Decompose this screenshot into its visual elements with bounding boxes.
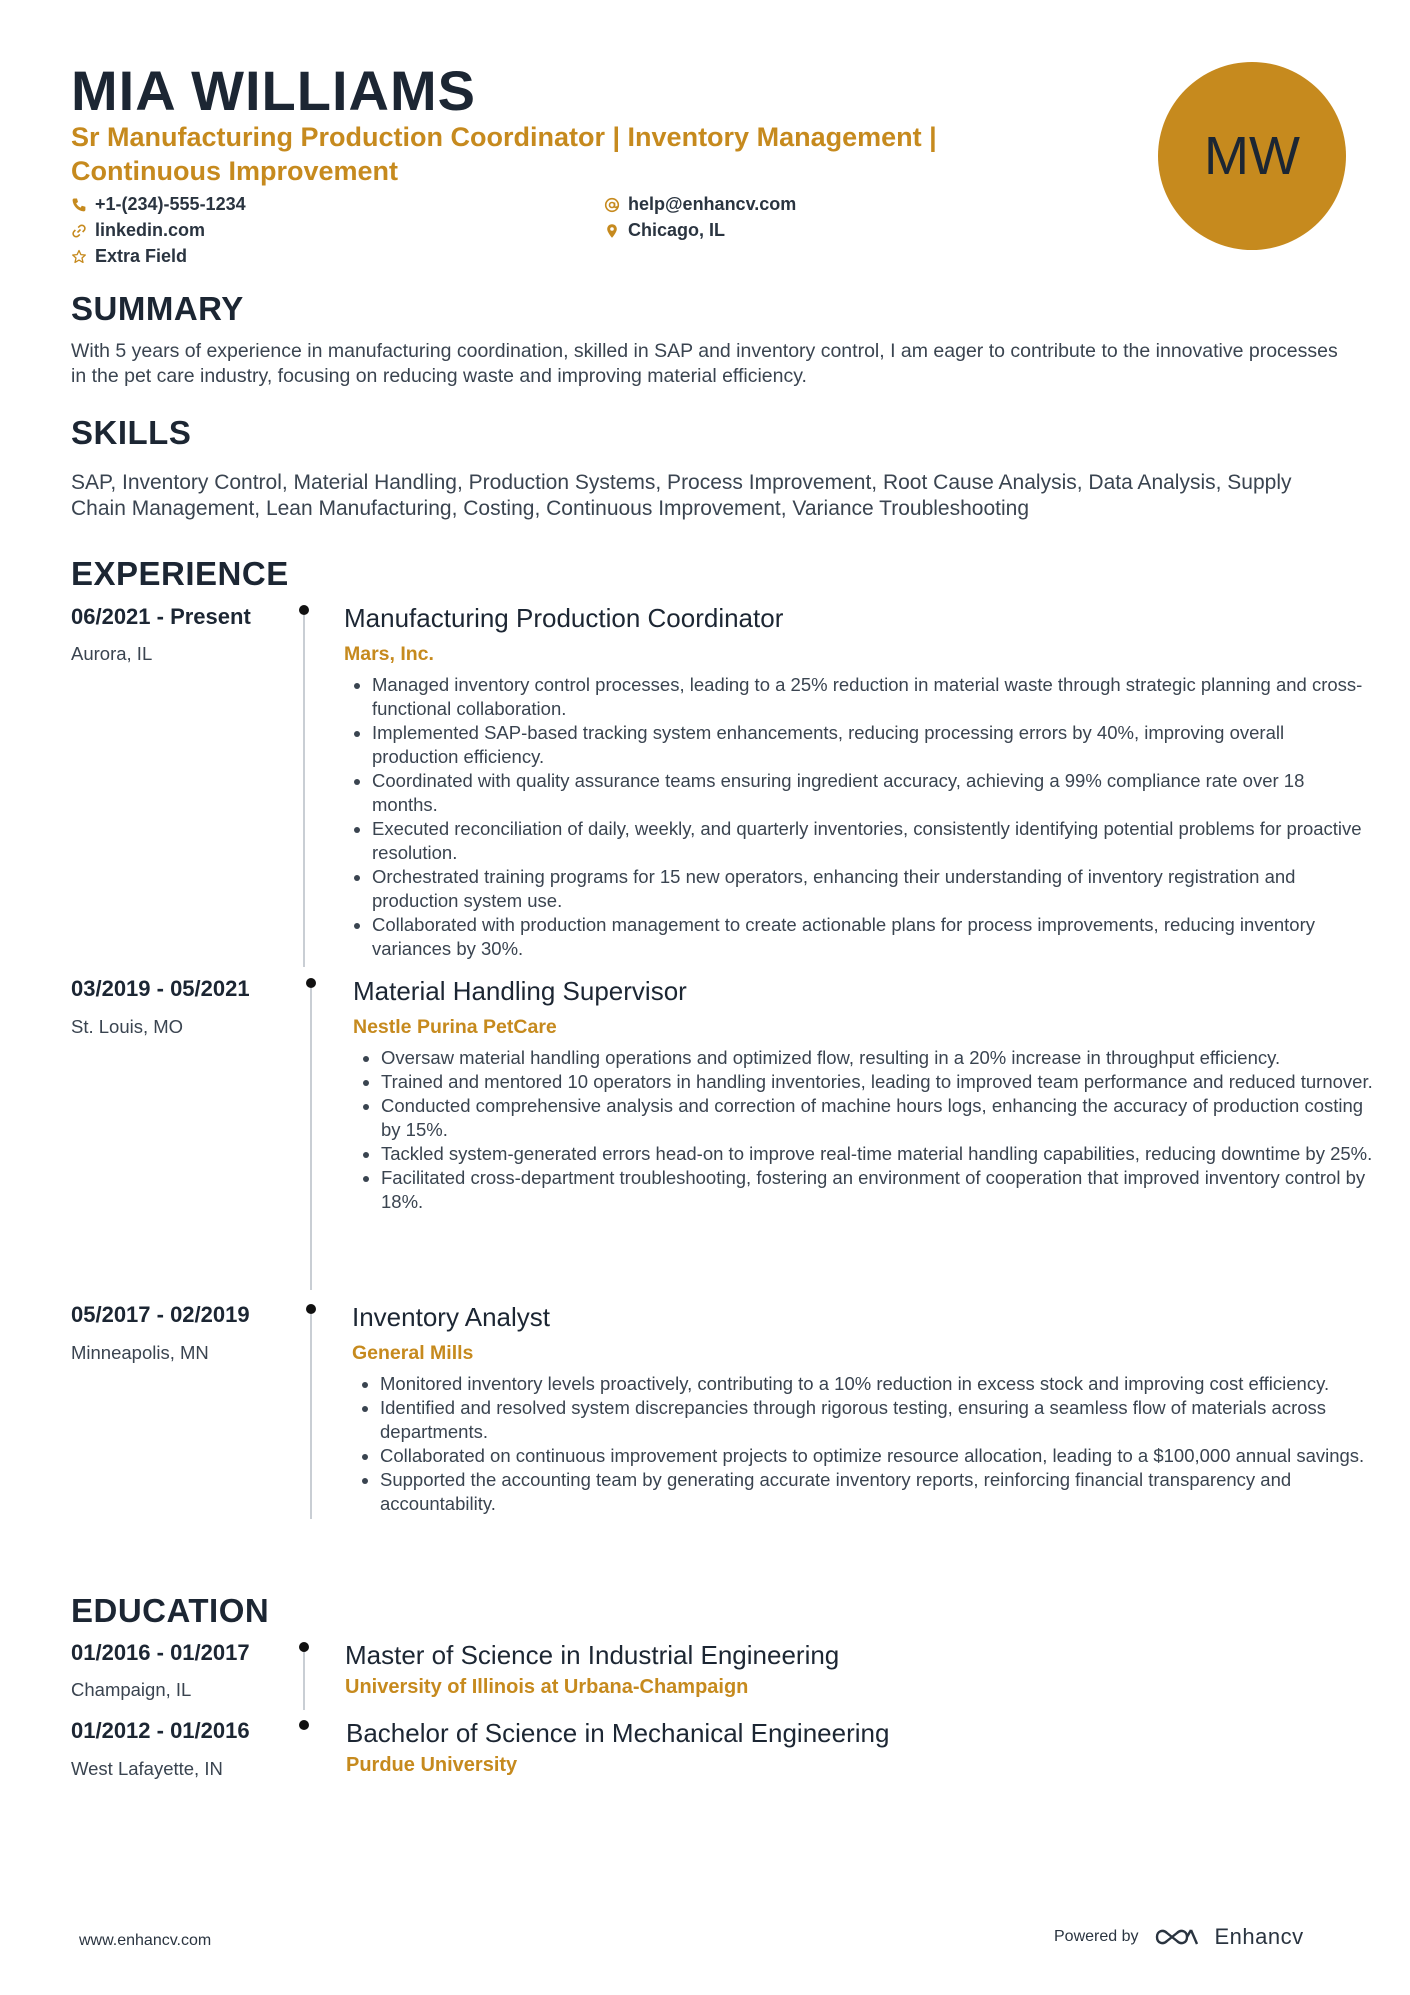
contact-phone[interactable] (71, 194, 246, 215)
location-text: Chicago, IL (628, 220, 726, 240)
linkedin-text: linkedin.com (95, 220, 206, 240)
list-item: • Tackled system-generated errors head-on to improve real-time material handling capabilities, reducing downtime by 25%. (381, 1142, 1381, 1166)
link-icon (71, 223, 87, 239)
job-bullets (354, 1046, 1381, 1214)
edu-dates: 01/2016 - 01/2017 (71, 1640, 250, 1665)
skills-title: SKILLS (71, 414, 192, 451)
edu-location: West Lafayette, IN (71, 1758, 223, 1779)
timeline-line (310, 1314, 312, 1519)
job-bullets (353, 1372, 1380, 1516)
timeline-dot (306, 978, 316, 988)
job-role: Material Handling Supervisor (353, 976, 687, 1006)
list-item: • Coordinated with quality assurance teams ensuring ingredient accuracy, achieving a 99% compliance rate over 18 months. (372, 769, 1372, 817)
timeline-line (303, 1652, 305, 1710)
list-item: • Facilitated cross-department troubleshooting, fostering an environment of cooperation that improved inventory control by 18%. (381, 1166, 1381, 1214)
job-role: Inventory Analyst (352, 1302, 550, 1332)
job-bullets (345, 673, 1372, 961)
powered-by-label: Powered by (1054, 1928, 1139, 1945)
enhancv-brand: Enhancv (1214, 1924, 1304, 1949)
job-dates: 06/2021 - Present (71, 604, 251, 629)
list-item: • Identified and resolved system discrepancies through rigorous testing, ensuring a seamless flow of materials across departments. (380, 1396, 1380, 1444)
star-icon (71, 249, 87, 265)
contact-linkedin[interactable] (71, 220, 205, 241)
timeline-dot (299, 605, 309, 615)
timeline-dot (299, 1642, 309, 1652)
skills-text: SAP, Inventory Control, Material Handling, Production Systems, Process Improvement, Root Cause Analysis, Data Analysis, Supply Chain Management, Lean Manufacturing, Costing, Continuous Improvement, Variance Troubleshooting (71, 471, 1292, 520)
phone-text: +1-(234)-555-1234 (95, 194, 246, 214)
headline: Sr Manufacturing Production Coordinator | Inventory Management | Continuous Improvement (71, 122, 937, 186)
enhancv-logo-icon (1153, 1924, 1201, 1950)
job-location: St. Louis, MO (71, 1016, 184, 1037)
list-item: • Executed reconciliation of daily, weekly, and quarterly inventories, consistently identifying potential problems for proactive resolution. (372, 817, 1372, 865)
list-item: • Managed inventory control processes, leading to a 25% reduction in material waste through strategic planning and cross-functional collaboration. (372, 673, 1372, 721)
education-title: EDUCATION (71, 1592, 270, 1629)
list-item: • Trained and mentored 10 operators in handling inventories, leading to improved team performance and reduced turnover. (381, 1070, 1381, 1094)
experience-title: EXPERIENCE (71, 555, 289, 592)
phone-icon (71, 197, 87, 213)
timeline-dot (306, 1304, 316, 1314)
timeline-line (303, 615, 305, 967)
job-company: General Mills (352, 1342, 474, 1364)
summary-title: SUMMARY (71, 290, 244, 327)
list-item: • Orchestrated training programs for 15 new operators, enhancing their understanding of inventory registration and production system use. (372, 865, 1372, 913)
edu-dates: 01/2012 - 01/2016 (71, 1718, 250, 1743)
summary-text: With 5 years of experience in manufacturing coordination, skilled in SAP and inventory control, I am eager to contribute to the innovative processes in the pet care industry, focusing on reducing waste and improving material efficiency. (71, 340, 1338, 387)
edu-degree: Bachelor of Science in Mechanical Engineering (346, 1718, 890, 1748)
list-item: • Monitored inventory levels proactively, contributing to a 10% reduction in excess stock and improving cost efficiency. (380, 1372, 1380, 1396)
job-company: Nestle Purina PetCare (353, 1016, 557, 1038)
list-item: • Implemented SAP-based tracking system enhancements, reducing processing errors by 40%, improving overall production efficiency. (372, 721, 1372, 769)
edu-school: University of Illinois at Urbana-Champaign (345, 1676, 749, 1698)
at-icon (604, 197, 620, 213)
candidate-name: MIA WILLIAMS (71, 59, 476, 122)
timeline-dot (299, 1720, 309, 1730)
contact-email[interactable] (604, 194, 796, 215)
contact-location (604, 220, 725, 241)
job-dates: 03/2019 - 05/2021 (71, 976, 250, 1001)
map-pin-icon (604, 223, 620, 239)
edu-school: Purdue University (346, 1754, 518, 1776)
edu-location: Champaign, IL (71, 1679, 192, 1700)
list-item: • Conducted comprehensive analysis and correction of machine hours logs, enhancing the accuracy of production costing by 15%. (381, 1094, 1381, 1142)
list-item: • Collaborated with production management to create actionable plans for process improvements, reducing inventory variances by 30%. (372, 913, 1372, 961)
contact-extra (71, 246, 187, 267)
extra-text: Extra Field (95, 246, 188, 266)
footer-branding[interactable] (1054, 1924, 1304, 1950)
footer-website[interactable]: www.enhancv.com (79, 1932, 212, 1949)
timeline-line (310, 988, 312, 1290)
job-location: Minneapolis, MN (71, 1342, 209, 1363)
edu-degree: Master of Science in Industrial Engineering (345, 1640, 840, 1670)
avatar-initials: MW (1204, 126, 1300, 186)
list-item: • Collaborated on continuous improvement projects to optimize resource allocation, leading to a $100,000 annual savings. (380, 1444, 1380, 1468)
list-item: • Oversaw material handling operations and optimized flow, resulting in a 20% increase in throughput efficiency. (381, 1046, 1381, 1070)
list-item: • Supported the accounting team by generating accurate inventory reports, reinforcing financial transparency and accountability. (380, 1468, 1380, 1516)
job-dates: 05/2017 - 02/2019 (71, 1302, 250, 1327)
email-text: help@enhancv.com (628, 194, 797, 214)
avatar (1158, 62, 1346, 250)
job-company: Mars, Inc. (344, 643, 434, 665)
job-location: Aurora, IL (71, 643, 153, 664)
job-role: Manufacturing Production Coordinator (344, 603, 784, 633)
